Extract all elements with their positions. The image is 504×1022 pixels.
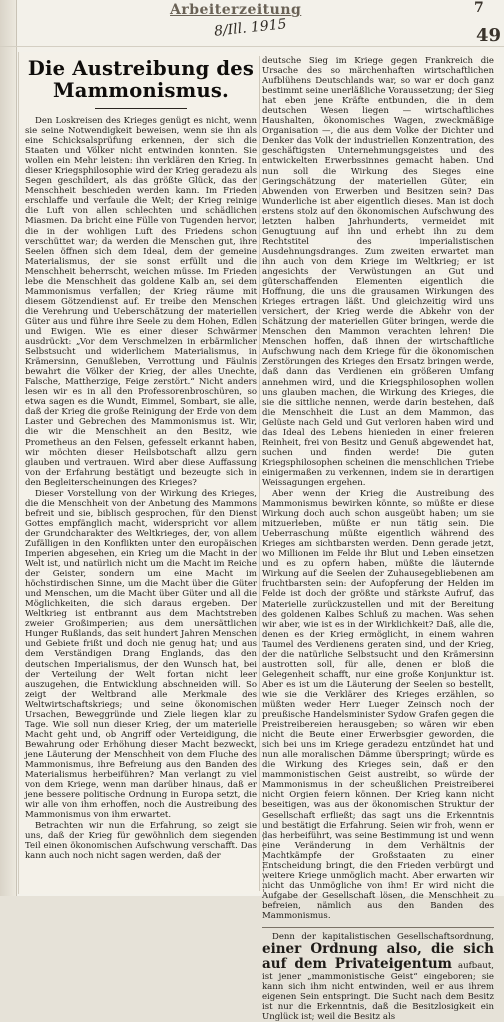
- left-column: [25, 52, 257, 861]
- corner-mark: 7: [474, 0, 484, 16]
- handwritten-date: 8/Ill. 1915: [213, 16, 288, 40]
- page-number: 49: [476, 25, 502, 46]
- paragraph: deutsche Sieg im Kriege gegen Frankreich die Ursache des so märchenhaften wirtschaftlichen Aufblühens Deutschlands war, so war er doch ganz bestimmt seine unerläßliche Voraussetzung; der Sieg hat eben jene Kräfte entbunden, die in dem deutschen Wesen liegen — wirtschaftliches Haushalten, ökonomisches Wagen, zweckmäßige Organisation —, die aus dem Volke der Dichter und Denker das Volk der industriellen Konzentration, des geschäftigsten Unternehmungsgeistes und des entwickelten Erwerbssinnes gemacht haben. Und nun soll die Wirkung des Sieges eine Geringschätzung der materiellen Güter, ein Abwenden von Erwerben und Besitzen sein? Das Wunderliche ist aber eigentlich dieses. Man ist doch erstens stolz auf den ökonomischen Aufschwung des letzten halben Jahrhunderts, vermeidet mit Genugtuung auf ihn und erhebt ihn zu dem Rechtstitel des imperialistischen Ausdehnungsdranges. Zum zweiten erwartet man ihn auch von dem Kriege im Weltkrieg; er ist angesichts der Verwüstungen an Gut und güterschaffenden Elementen eigentlich die Hoffnung, die uns die grausamen Wirkungen des Krieges ertragen läßt. Und gleichzeitig wird uns versichert, der Krieg werde die Abkehr von der Schätzung der materiellen Güter bringen, werde die Menschen den Mammon verachten lehren! Die Menschen hoffen, daß ihnen der wirtschaftliche Aufschwung nach dem Kriege für die ökonomischen Zerstörungen des Krieges den Ersatz bringen werde, daß dann das Verdienen ein größeren Umfang annehmen wird, und die Kriegsphilosophen wollen uns glauben machen, die Wirkung des Krieges, die sie die sittliche nennen, werde darin bestehen, daß die Menschheit die Lust an dem Mammon, das Gelüste nach Geld und Gut verloren haben wird und das Ideal des Lebens hienieden in einer freieren Reinheit, frei von Besitz und Genuß abgewendet hat, suchen und finden werde! Die guten Kriegsphilosophen scheinen die menschlichen Triebe einigermaßen zu verkennen, indem sie in derartigen Weissagungen ergehen.: [262, 56, 494, 488]
- paragraph-rest: aufbaut, ist jener „mammonistische Geist“ eingeboren; sie kann sich ihm nicht entwinden, weil er aus ihrem eigenen Sein entspringt. Die Sucht nach dem Besitz ist nur die Erkenntnis, daß die Besitzlosigkeit ein Unglück ist; weil die Besitz als: [262, 961, 494, 1022]
- section-rule: [262, 927, 494, 928]
- emphasized-phrase: einer Ordnung also, die sich auf dem Privateigentum: [262, 941, 494, 973]
- newspaper-masthead: Arbeiterzeitung: [170, 2, 302, 18]
- paragraph: Den Loskreisen des Krieges genügt es nicht, wenn sie seine Notwendigkeit beweisen, wenn sie ihn als eine Schicksalsprüfung erkennen, der sich die Staaten und Völker nicht entwinden konnten. Sie wollen ein Mehr leisten: ihn verklären den Krieg. In dieser Kriegsphilosophie wird der Krieg geradezu als Segen geschildert, als das größte Glück, das der Menschheit beschieden werden kann. Im Frieden erschlaffe und verfaule die Welt; der Krieg reinige die Luft von allen schlechten und schädlichen Miasmen. Da bricht eine Fülle von Tugenden hervor, die in der wohligen Luft des Friedens schon verschüttet war; da werden die Menschen gut, ihre Seelen öffnen sich dem Ideal, dem der gemeine Materialismus, der sie sonst erfüllt und die Menschheit beherrscht, weichen müsse. Im Frieden lebe die Menschheit das goldene Kalb an, sei dem Mammonismus verfallen; der Krieg räume mit diesem Götzendienst auf. Er treibe den Menschen die Verehrung und Ueberschätzung der materiellen Güter aus und führe ihre Seele zu dem Hohen, Edlen und Ewigen. Wie es einer dieser Schwärmer ausdrückt: „Vor dem Verschmelzen in erbärmlicher Selbstsucht und widerlichem Materialismus, in Krämersinn, Genußleben, Verrottung und Fäulnis bewahrt die Völker der Krieg, der alles Unechte, Falsche, Mattherzige, Feige zerstört.“ Nicht anders lesen wir es in all den Professorenbroschüren, so etwa sagen es die Wundt, Eimmel, Sombart, sie alle, daß der Krieg die große Reinigung der Erde von dem Laster und Gebrechen des Mammonismus ist. Wir, die wir die Menschheit an den Besitz, wie Prometheus an den Felsen, gefesselt erkannt haben, wir möchten dieser Heilsbotschaft allzu gern glauben und vertrauen. Wird aber diese Auffassung von der Erfahrung bestätigt und bezeugte sich in den Begleiterscheinungen des Krieges?: [25, 116, 257, 488]
- paragraph: Dieser Vorstellung von der Wirkung des Krieges, die die Menschheit von der Anbetung des Mammons befreit und sie, biblisch gesprochen, für den Dienst Gottes empfänglich macht, widerspricht vor allem der Grundcharakter des Weltkrieges, der, von allem Zufälligen in den Konflikten unter den europäischen Imperien abgesehen, ein Krieg um die Macht in der Welt ist, und natürlich nicht um die Macht im Reiche der Geister, sondern um eine Macht im höchstirdischen Sinne, um die Macht über die Güter und Menschen, um die Macht über Güter und all die Möglichkeiten, die sich daraus ergeben. Der Weltkrieg ist entbrannt aus dem Machtstreben zweier Großimperien; aus dem unersättlichen Hunger Rußlands, das seit hundert Jahren Menschen und Gebiete frißt und doch nie genug hat; und aus dem Verständigen Drang Englands, das den deutschen Imperialismus, der den Wunsch hat, bei der Verteilung der Welt fortan nicht leer auszugehen, die Entwicklung abschneiden will. So zeigt der Weltbrand alle Merkmale des Weltwirtschaftskriegs; und seine ökonomischen Ursachen, Beweggründe und Ziele liegen klar zu Tage. Wie soll nun dieser Krieg, der um materielle Macht geht und, ob Angriff oder Verteidigung, die Bewahrung oder Erhöhung dieser Macht bezweckt, jene Läuterung der Menschheit von dem Fluche des Mammonismus, ihre Befreiung aus den Banden des Materialismus herbeiführen? Man verlangt zu viel von dem Kriege, wenn man darüber hinaus, daß er jene bessere politische Ordnung in Europa setzt, die wir alle von ihm erhoffen, noch die Austreibung des Mammonismus von ihm erwartet.: [25, 488, 257, 821]
- headline-rule: [95, 108, 187, 109]
- paragraph: [262, 932, 494, 1022]
- paragraph: Aber wenn der Krieg die Austreibung des Mammonismus bewirken könnte, so müßte er diese Wirkung doch auch schon ausgeübt haben; um sie mitzuerleben, müßte er nun tätig sein. Die Ueberraschung müßte eigentlich während des Krieges am sichtbarsten werden. Denn gerade jetzt, wo Millionen im Felde ihr Blut und Leben einsetzen und es zu opfern haben, müßte die läuternde Wirkung auf die Seelen der Zuhausegebliebenen am fruchtbarsten sein: der Aufopferung der Helden im Felde ist doch der größte und stärkste Aufruf, das Materielle zurückzustellen und mit der Bereitung des goldenen Kalbes Schluß zu machen. Was sehen wir aber, wie ist es in der Wirklichkeit? Daß, alle die, denen es der Krieg ermöglicht, in einem wahren Taumel des Verdienens geraten sind, und der Krieg, der die natürliche Selbstsucht und den Krämersinn austrotten soll, für alle, denen er bloß die Gelegenheit schafft, nur eine große Konjunktur ist. Aber es ist um die Läuterung der Seelen so bestellt, wie sie die Verklärer des Krieges erzählen, so müßten weder Herr Lueger Zeinsch noch der preußische Handelsminister Sydow Grafen gegen die Preistreibereien herausgeben; so wären wir eben nicht die Beute einer Erwerbsgier geworden, die sich bei uns im Kriege geradezu entzündet hat und nun alle moralischen Dämme überspringt; würde es die Wirkung des Krieges sein, daß er den mammonistischen Geist austreibt, so würde der Mammonismus in der scheußlichen Preistreiberei nicht Orgien feiern können. Der Krieg kann nicht beseitigen, was aus der ökonomischen Struktur der Gesellschaft erfließt; das sagt uns die Erkenntnis und bestätigt die Erfahrung. Seien wir froh, wenn er das herbeiführt, was seine Bestimmung ist und wenn eine Veränderung in dem Verhältnis der Machtkämpfe der Großstaaten zu einer Entscheidung bringt, die den Frieden verbürgt und weitere Kriege unmöglich macht. Aber erwarten wir nicht das Unmögliche von ihm! Er wird nicht die Aufgabe der Gesellschaft lösen, die Menschheit zu befreien, nämlich aus den Banden des Mammonismus.: [262, 489, 494, 921]
- binding-strip: [0, 0, 17, 896]
- clipping-top-edge: [0, 46, 504, 47]
- article-headline: Die Austreibung des Mammonismus.: [27, 57, 255, 102]
- column-divider: [259, 56, 260, 891]
- right-column: [262, 56, 494, 1022]
- paragraph: Betrachten wir nun die Erfahrung, so zeigt sie uns, daß der Krieg für gewöhnlich dem siegenden Teil einen ökonomischen Aufschwung verschafft. Das kann auch noch nicht sagen werden, daß der: [25, 821, 257, 862]
- pencil-mark: [263, 832, 265, 892]
- paragraph-prefix: Denn der kapitalistischen Gesellschaftsordnung,: [272, 932, 494, 943]
- newspaper-clipping: [18, 52, 497, 1022]
